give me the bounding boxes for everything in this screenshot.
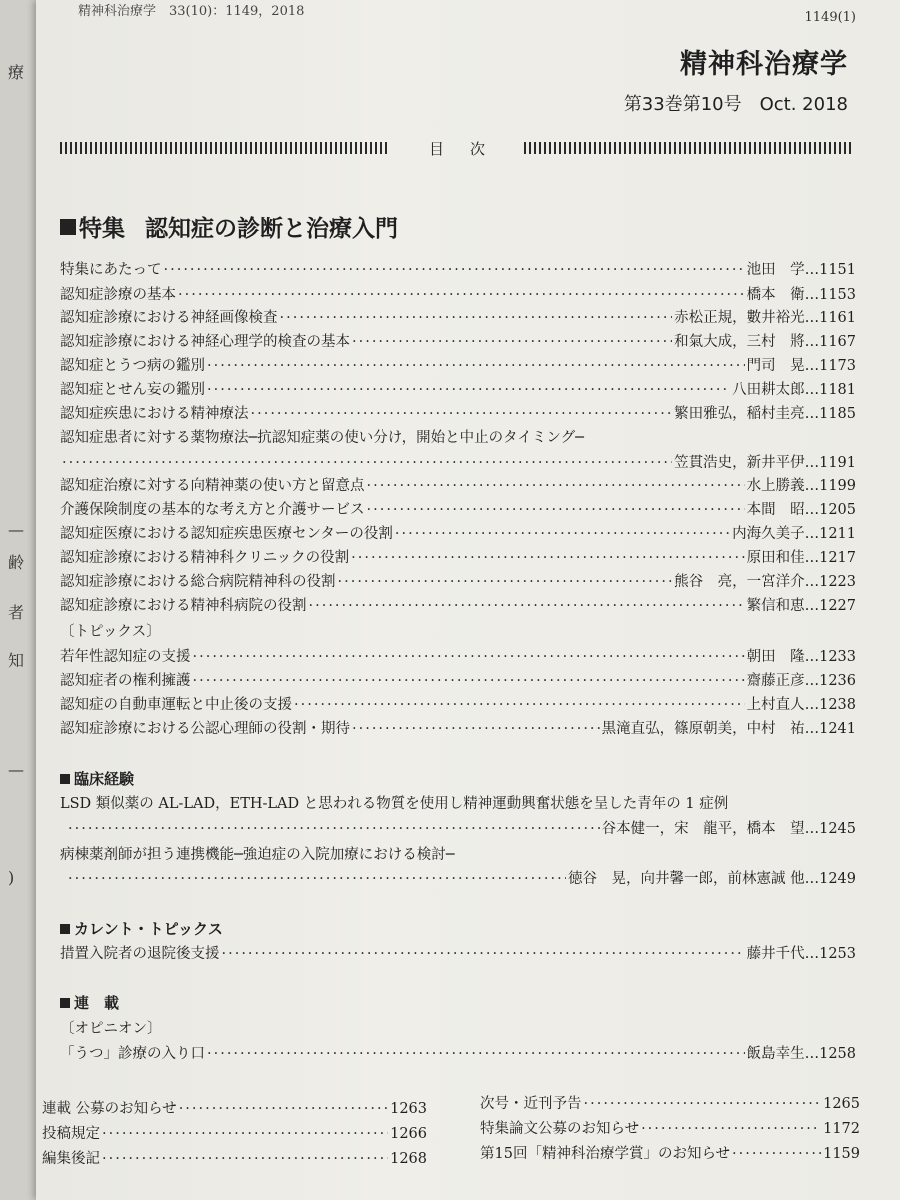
entry-page: 1241 [819, 721, 856, 737]
entry-page: 1245 [819, 821, 856, 837]
entry-title: 「うつ」診療の入り口 [60, 1046, 205, 1062]
entry-author: 齋藤正彦 [746, 673, 805, 689]
spine-char: 者 [8, 603, 25, 622]
serial-heading [60, 992, 119, 1013]
leader-dots [179, 1101, 388, 1117]
entry-title: 認知症診療における神経心理学的検査の基本 [60, 334, 350, 350]
leader-dots [193, 649, 745, 665]
toc-entry[interactable]: 認知症とせん妄の鑑別 ····· 八田耕太郎 … 1181 [60, 378, 856, 399]
square-bullet-icon [60, 924, 70, 934]
toc-entry[interactable]: 認知症診療における神経画像検査 ····· 赤松正規，數井裕光 … 1161 [60, 306, 856, 327]
misc-entry[interactable] [480, 1142, 860, 1163]
entry-title: 認知症医療における認知症疾患医療センターの役割 [60, 526, 393, 542]
leader-dots [351, 550, 744, 566]
entry-page: 1265 [823, 1096, 860, 1112]
entry-author: 飯島幸生 [746, 1046, 805, 1062]
spine-char: 知 [8, 651, 25, 670]
entry-title: 若年性認知症の支援 [60, 649, 191, 665]
entry-author: 藤井千代 [746, 946, 805, 962]
toc-entry[interactable]: 認知症診療における総合病院精神科の役割 ····· 熊谷 亮，一宮洋介 … 1223 [60, 570, 856, 591]
serial-label: 連 載 [74, 994, 120, 1012]
feature-label: 特集 [79, 216, 125, 242]
book-spine [0, 0, 36, 1200]
leader-dots [641, 1121, 821, 1137]
entry-author: 八田耕太郎 [732, 382, 805, 398]
current-label: カレント・トピックス [74, 920, 223, 938]
entry-page: 1253 [819, 946, 856, 962]
leader-dots [207, 358, 745, 374]
running-head: 精神科治療学 33(10)：1149，2018 [78, 4, 305, 19]
leader-dots [294, 697, 745, 713]
entry-title: 認知症診療における総合病院精神科の役割 [60, 574, 336, 590]
entry-author: 繁田雅弘，稲村圭亮 [674, 406, 805, 422]
entry-author: 橋本 衛 [746, 287, 805, 303]
entry-author: 上村直人 [746, 697, 805, 713]
entry-page: 1191 [819, 455, 856, 471]
entry-title: 認知症診療における神経画像検査 [60, 310, 278, 326]
entry-author: 熊谷 亮，一宮洋介 [674, 574, 805, 590]
entry-page: 1258 [819, 1046, 856, 1062]
entry-page: 1233 [819, 649, 856, 665]
entry-author: 徳谷 晃，向井馨一郎，前林憲誠 他 [567, 871, 805, 887]
misc-entry[interactable] [42, 1147, 427, 1168]
clinical-label: 臨床経験 [74, 770, 135, 788]
entry-title: 認知症疾患における精神療法 [60, 406, 249, 422]
toc-entry[interactable]: 認知症とうつ病の鑑別 ····· 門司 晃 … 1173 [60, 354, 856, 375]
toc-entry[interactable]: 認知症の自動車運転と中止後の支援 ····· 上村直人 … 1238 [60, 693, 856, 714]
entry-title: 第15回「精神科治療学賞」のお知らせ [480, 1146, 731, 1162]
leader-dots [352, 721, 600, 737]
toc-entry[interactable]: 認知症診療における精神科病院の役割 ····· 繁信和恵 … 1227 [60, 594, 856, 615]
entry-author: 朝田 隆 [746, 649, 805, 665]
feature-title: 認知症の診断と治療入門 [145, 216, 398, 242]
entry-page: 1181 [819, 382, 856, 398]
leader-dots [352, 334, 672, 350]
leader-dots [367, 478, 745, 494]
entry-page: 1173 [819, 358, 856, 374]
toc-entry[interactable]: 「うつ」診療の入り口 ····· 飯島幸生 … 1258 [60, 1042, 856, 1063]
opinion-label: 〔オピニオン〕 [60, 1021, 162, 1037]
leader-dots [732, 1146, 821, 1162]
spine-char: 療 [8, 63, 25, 82]
entry-author: 原田和佳 [746, 550, 805, 566]
entry-page: 1167 [819, 334, 856, 350]
long-entry-title[interactable]: 認知症患者に対する薬物療法─抗認知症薬の使い分け，開始と中止のタイミング─ [60, 430, 584, 446]
entry-page: 1268 [390, 1151, 427, 1167]
entry-page: 1236 [819, 673, 856, 689]
toc-label: 目次 [428, 140, 511, 158]
leader-dots [584, 1096, 822, 1112]
journal-title: 精神科治療学 [680, 49, 848, 80]
leader-dots [251, 406, 673, 422]
misc-entry[interactable] [42, 1097, 427, 1118]
square-bullet-icon [60, 219, 76, 235]
toc-entry[interactable]: 認知症医療における認知症疾患医療センターの役割 ····· 内海久美子 … 1211 [60, 522, 856, 543]
entry-page: 1266 [390, 1126, 427, 1142]
leader-dots [207, 1046, 745, 1062]
page-code: 1149(1) [804, 10, 856, 25]
entry-title: 認知症診療の基本 [60, 287, 176, 303]
entry-page: 1238 [819, 697, 856, 713]
entry-page: 1249 [819, 871, 856, 887]
entry-title: 措置入院者の退院後支援 [60, 946, 220, 962]
clinical-heading [60, 768, 134, 789]
toc-entry[interactable]: 若年性認知症の支援 ····· 朝田 隆 … 1233 [60, 645, 856, 666]
misc-entry[interactable] [480, 1117, 860, 1138]
entry-author: 池田 学 [746, 262, 805, 278]
entry-author: 谷本健一，宋 龍平，橋本 望 [601, 821, 805, 837]
leader-dots [395, 526, 730, 542]
long-entry-title[interactable]: 病棟薬剤師が担う連携機能─強迫症の入院加療における検討─ [60, 847, 455, 863]
current-heading [60, 918, 223, 939]
leader-dots [102, 1126, 388, 1142]
entry-title: 認知症とせん妄の鑑別 [60, 382, 205, 398]
entry-page: 1153 [819, 287, 856, 303]
leader-dots [222, 946, 745, 962]
entry-title: 投稿規定 [42, 1126, 100, 1142]
toc-entry[interactable]: 認知症診療における神経心理学的検査の基本 ····· 和氣大成，三村 將 … 1167 [60, 330, 856, 351]
leader-dots [102, 1151, 388, 1167]
entry-page: 1172 [823, 1121, 860, 1137]
leader-dots [193, 673, 745, 689]
entry-title: 認知症の自動車運転と中止後の支援 [60, 697, 292, 713]
leader-dots [309, 598, 745, 614]
entry-author: 水上勝義 [746, 478, 805, 494]
entry-page: 1263 [390, 1101, 427, 1117]
entry-title: 特集にあたって [60, 262, 162, 278]
entry-title: 認知症診療における精神科クリニックの役割 [60, 550, 350, 566]
entry-title: 認知症診療における公認心理師の役割・期待 [60, 721, 350, 737]
toc-entry[interactable]: 認知症疾患における精神療法 ····· 繁田雅弘，稲村圭亮 … 1185 [60, 402, 856, 423]
toc-rule-left [60, 142, 390, 154]
entry-title: 特集論文公募のお知らせ [480, 1121, 640, 1137]
topics-label: 〔トピックス〕 [60, 624, 161, 640]
entry-author: 黒滝直弘，篠原朝美，中村 祐 [601, 721, 805, 737]
entry-page: 1159 [823, 1146, 860, 1162]
long-entry-title[interactable]: LSD 類似薬の AL-LAD，ETH-LAD と思われる物質を使用し精神運動興奮状態を呈した青年の 1 症例 [60, 796, 729, 812]
entry-author: 門司 晃 [746, 358, 805, 374]
entry-page: 1151 [819, 262, 856, 278]
leader-dots [164, 262, 745, 278]
entry-author: 赤松正規，數井裕光 [674, 310, 805, 326]
leader-dots [207, 382, 730, 398]
entry-page: 1211 [819, 526, 856, 542]
spine-char: 齢 [8, 553, 25, 572]
entry-page: 1227 [819, 598, 856, 614]
entry-page: 1185 [819, 406, 856, 422]
toc-rule-right [524, 142, 854, 154]
entry-page: 1161 [819, 310, 856, 326]
square-bullet-icon [60, 774, 70, 784]
entry-title: 介護保険制度の基本的な考え方と介護サービス [60, 502, 365, 518]
toc-entry[interactable]: 認知症診療における公認心理師の役割・期待 ····· 黒滝直弘，篠原朝美，中村 祐 … 1241 [60, 717, 856, 738]
toc-entry[interactable]: ····· 谷本健一，宋 龍平，橋本 望 … 1245 [66, 817, 856, 838]
leader-dots [367, 502, 745, 518]
toc-entry[interactable]: 認知症診療における精神科クリニックの役割 ····· 原田和佳 … 1217 [60, 546, 856, 567]
spine-char: — [8, 520, 24, 539]
entry-author: 和氣大成，三村 將 [674, 334, 805, 350]
misc-entry[interactable] [42, 1122, 427, 1143]
leader-dots [68, 821, 600, 837]
entry-author: 笠貫浩史，新井平伊 [674, 455, 805, 471]
leader-dots [178, 287, 745, 303]
entry-title: 認知症とうつ病の鑑別 [60, 358, 205, 374]
entry-title: 認知症者の権利擁護 [60, 673, 191, 689]
misc-entry[interactable] [480, 1092, 860, 1113]
entry-author: 繁信和恵 [746, 598, 805, 614]
entry-title: 連載 公募のお知らせ [42, 1101, 177, 1117]
issue-info: 第33巻第10号 Oct. 2018 [623, 94, 848, 115]
toc-entry[interactable]: ····· 笠貫浩史，新井平伊 … 1191 [60, 451, 856, 472]
toc-entry[interactable]: ····· 徳谷 晃，向井馨一郎，前林憲誠 他 … 1249 [66, 867, 856, 888]
toc-entry[interactable]: 特集にあたって ····· 池田 学 … 1151 [60, 258, 856, 279]
spine-char: ) [8, 868, 15, 887]
entry-title: 認知症診療における精神科病院の役割 [60, 598, 307, 614]
entry-title: 認知症治療に対する向精神薬の使い方と留意点 [60, 478, 365, 494]
entry-title: 編集後記 [42, 1151, 100, 1167]
square-bullet-icon [60, 998, 70, 1008]
entry-page: 1217 [819, 550, 856, 566]
entry-page: 1199 [819, 478, 856, 494]
toc-entry[interactable]: 認知症治療に対する向精神薬の使い方と留意点 ····· 水上勝義 … 1199 [60, 474, 856, 495]
spine-char: — [8, 760, 24, 779]
leader-dots [338, 574, 673, 590]
leader-dots [68, 871, 566, 887]
feature-heading [60, 210, 398, 243]
toc-entry[interactable]: 措置入院者の退院後支援 ····· 藤井千代 … 1253 [60, 942, 856, 963]
entry-page: 1223 [819, 574, 856, 590]
toc-rule [60, 140, 854, 156]
entry-author: 本間 昭 [746, 502, 805, 518]
toc-entry[interactable]: 認知症者の権利擁護 ····· 齋藤正彦 … 1236 [60, 669, 856, 690]
entry-author: 内海久美子 [732, 526, 805, 542]
entry-title: 次号・近刊予告 [480, 1096, 582, 1112]
leader-dots [62, 455, 672, 471]
leader-dots [280, 310, 673, 326]
toc-entry[interactable]: 介護保険制度の基本的な考え方と介護サービス ····· 本間 昭 … 1205 [60, 498, 856, 519]
entry-page: 1205 [819, 502, 856, 518]
toc-entry[interactable]: 認知症診療の基本 ····· 橋本 衛 … 1153 [60, 283, 856, 304]
